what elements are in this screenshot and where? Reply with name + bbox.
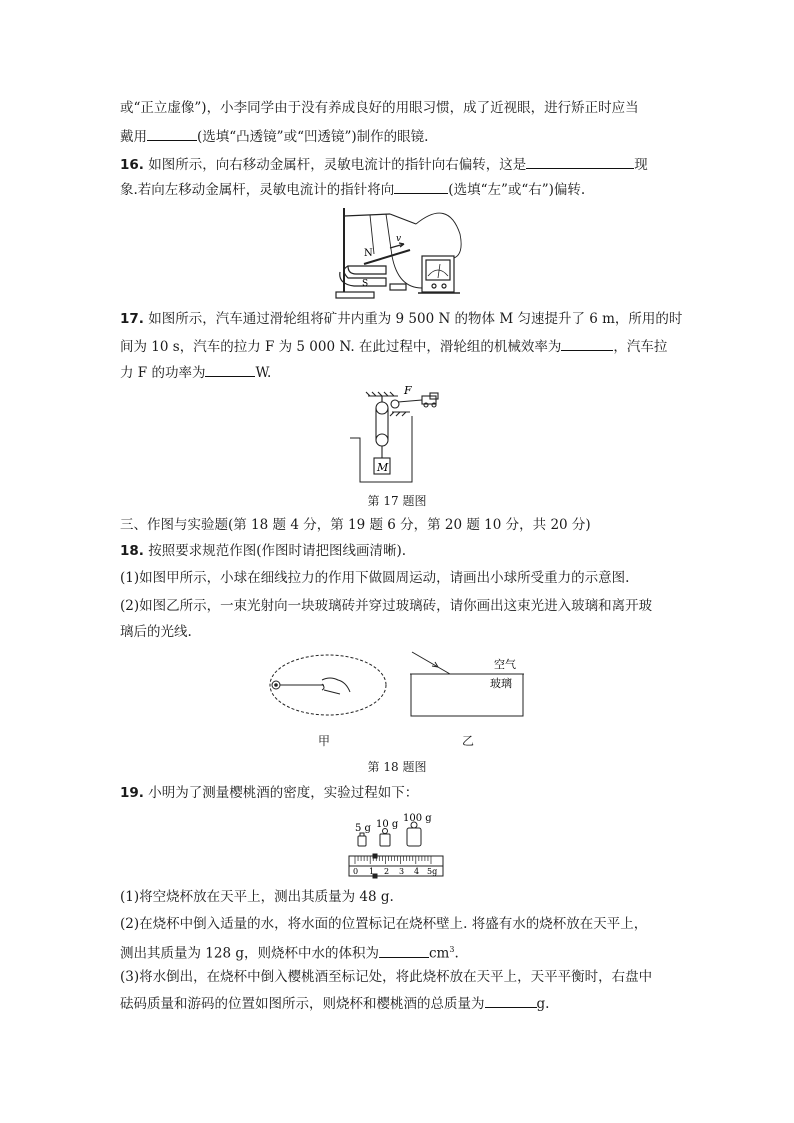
- q15-line-2: 戴用 (选填“凸透镜”或“凹透镜”)制作的眼镜.: [120, 126, 428, 147]
- q17-line-2: 间为 10 s，汽车的拉力 F 为 5 000 N. 在此过程中，滑轮组的机械效率为 ，汽车拉: [120, 336, 667, 357]
- air-label: 空气: [494, 658, 516, 671]
- q19-answer-blank-1[interactable]: [379, 943, 429, 958]
- q18-figure-yi-glass-block: [408, 650, 526, 720]
- weight-10g-label: 10 g: [376, 819, 399, 830]
- q16-line-1: 16. 如图所示，向右移动金属杆，灵敏电流计的指针向右偏转，这是 现: [120, 154, 648, 175]
- question-number: 17.: [120, 311, 144, 327]
- force-f-label: F: [404, 384, 412, 397]
- magnet-n-label: N: [364, 248, 373, 259]
- q18-figure-jia-circular-motion: [266, 652, 390, 722]
- scale-tick-3: 3: [399, 867, 405, 876]
- q19-figure-weights-and-scale: [345, 806, 449, 878]
- question-number: 18.: [120, 543, 144, 559]
- figure-label-jia: 甲: [318, 734, 331, 748]
- object-m-label: M: [377, 461, 389, 474]
- galvanometer-body: [422, 256, 454, 292]
- incident-ray: [412, 652, 450, 674]
- weight-10g: [380, 834, 390, 846]
- figure-label-yi: 乙: [462, 734, 475, 748]
- q17-line-1: 17. 如图所示，汽车通过滑轮组将矿井内重为 9 500 N 的物体 M 匀速提升了 6 m，所用的时: [120, 311, 683, 327]
- q18-part-1: (1)如图甲所示，小球在细线拉力的作用下做圆周运动，请画出小球所受重力的示意图.: [120, 570, 630, 586]
- movable-pulley: [376, 434, 388, 446]
- q18-part-2-line-2: 璃后的光线.: [120, 624, 192, 640]
- q19-part-1: (1)将空烧杯放在天平上，测出其质量为 48 g.: [120, 889, 394, 905]
- q16-line-2: 象.若向左移动金属杆，灵敏电流计的指针将向 (选填“左”或“右”)偏转.: [120, 179, 585, 200]
- stand-base: [336, 292, 374, 298]
- q16-figure-induction-apparatus: [330, 204, 470, 302]
- q17-line-3: 力 F 的功率为 W.: [120, 362, 271, 383]
- section-3-heading: 三、作图与实验题(第 18 题 4 分，第 19 题 6 分，第 20 题 10 分，共 20 分): [120, 517, 591, 533]
- weight-100g: [407, 828, 421, 846]
- q19-part-3-line-2: 砝码质量和游码的位置如图所示，则烧杯和樱桃酒的总质量为 g.: [120, 993, 549, 1014]
- question-number: 16.: [120, 157, 144, 173]
- q15-answer-blank[interactable]: [147, 126, 197, 141]
- u-magnet-top: [348, 266, 386, 274]
- question-number: 19.: [120, 785, 144, 801]
- q16-answer-blank-1[interactable]: [526, 154, 634, 169]
- stand-arm: [344, 214, 390, 216]
- q18-stem: 18. 按照要求规范作图(作图时请把图线画清晰).: [120, 543, 407, 559]
- q17-figure-caption: 第 17 题图: [367, 494, 427, 508]
- hand: [322, 678, 350, 694]
- q19-stem: 19. 小明为了测量樱桃酒的密度，实验过程如下：: [120, 785, 419, 801]
- q19-answer-blank-2[interactable]: [485, 993, 537, 1008]
- q17-answer-blank-1[interactable]: [561, 336, 613, 351]
- q19-part-2-line-2: 测出其质量为 128 g，则烧杯中水的体积为 $cm^3$.: [120, 940, 459, 964]
- scale-tick-5: 5g: [427, 867, 438, 876]
- q17-figure-pulley-system: [346, 386, 446, 486]
- q16-answer-blank-2[interactable]: [394, 179, 448, 194]
- weight-5g-label: 5 g: [355, 823, 371, 834]
- glass-label: 玻璃: [490, 677, 512, 690]
- magnet-s-label: S: [362, 279, 369, 289]
- weight-100g-label: 100 g: [403, 813, 432, 824]
- q19-part-3-line-1: (3)将水倒出，在烧杯中倒入樱桃酒至标记处，将此烧杯放在天平上，天平平衡时，右盘中: [120, 969, 653, 985]
- fixed-pulley: [376, 402, 388, 414]
- q17-answer-blank-2[interactable]: [205, 362, 255, 377]
- q19-part-2-line-1: (2)在烧杯中倒入适量的水，将水面的位置标记在烧杯壁上. 将盛有水的烧杯放在天平上，: [120, 916, 648, 932]
- q15-line-1: 或“正立虚像”)，小李同学由于没有养成良好的用眼习惯，成了近视眼，进行矫正时应当: [120, 100, 639, 116]
- weight-5g: [358, 836, 366, 846]
- scale-tick-4: 4: [414, 867, 420, 876]
- scale-tick-0: 0: [353, 867, 359, 876]
- scale-tick-1: 1: [369, 867, 375, 876]
- scale-tick-2: 2: [384, 867, 390, 876]
- velocity-label: v: [396, 234, 402, 244]
- q18-figure-caption: 第 18 题图: [367, 760, 427, 774]
- q18-part-2-line-1: (2)如图乙所示，一束光射向一块玻璃砖并穿过玻璃砖，请你画出这束光进入玻璃和离开玻: [120, 598, 653, 614]
